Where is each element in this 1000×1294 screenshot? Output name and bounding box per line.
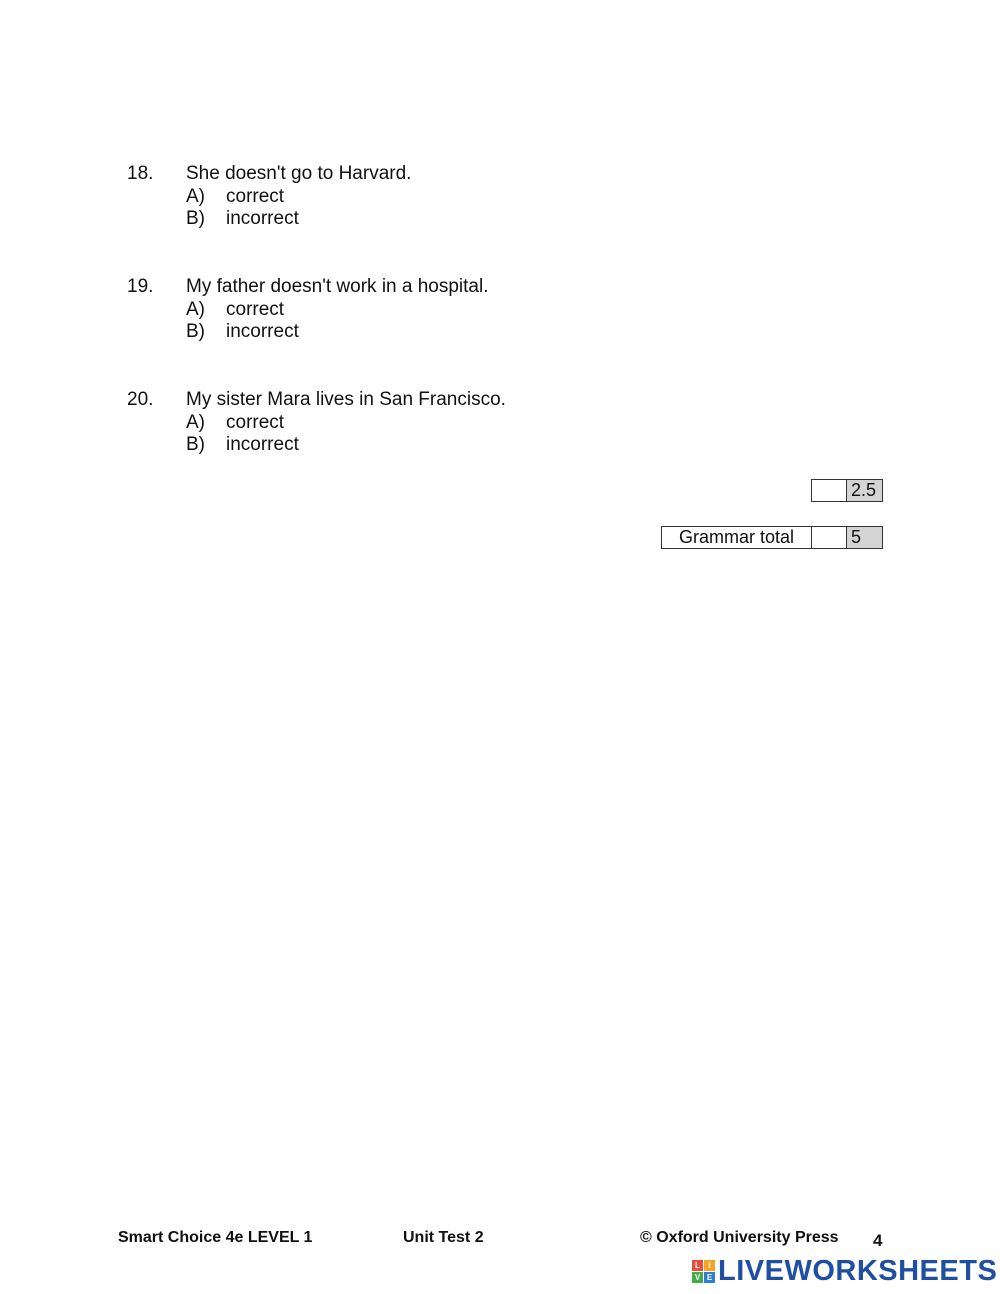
question-text: My sister Mara lives in San Francisco. <box>186 389 506 410</box>
grammar-total-box <box>661 526 883 549</box>
footer-test: Unit Test 2 <box>403 1229 484 1246</box>
footer-page-number: 4 <box>873 1231 883 1250</box>
footer-publisher: © Oxford University Press <box>640 1229 839 1246</box>
logo-mark-icon <box>692 1260 715 1283</box>
option-text: correct <box>226 298 285 320</box>
option-letter: B) <box>186 321 205 342</box>
logo-mark-letter: L <box>692 1260 703 1271</box>
section-score-box <box>811 479 883 502</box>
option-text: incorrect <box>226 434 299 455</box>
grammar-total-label: Grammar total <box>662 527 812 548</box>
score-input[interactable] <box>812 480 847 501</box>
option-a[interactable] <box>127 299 489 322</box>
grammar-total-max: 5 <box>847 527 882 548</box>
logo-mark-letter: E <box>704 1272 715 1283</box>
question-text: My father doesn't work in a hospital. <box>186 276 489 297</box>
logo-mark-letter: V <box>692 1272 703 1283</box>
option-text: correct <box>226 411 285 433</box>
question-19 <box>127 276 489 344</box>
option-a[interactable] <box>127 412 506 435</box>
question-number: 18. <box>127 163 154 184</box>
option-a[interactable] <box>127 186 411 209</box>
option-b[interactable] <box>127 434 506 457</box>
score-max: 2.5 <box>847 480 882 501</box>
option-letter: B) <box>186 208 205 229</box>
option-text: incorrect <box>226 208 299 229</box>
question-number: 19. <box>127 276 154 297</box>
logo-mark-letter: I <box>704 1260 715 1271</box>
option-text: incorrect <box>226 321 299 342</box>
option-text: correct <box>226 185 285 207</box>
option-letter: A) <box>186 298 205 320</box>
question-20 <box>127 389 506 457</box>
footer-book: Smart Choice 4e LEVEL 1 <box>118 1229 313 1246</box>
grammar-total-input[interactable] <box>812 527 847 548</box>
question-18 <box>127 163 411 231</box>
question-text: She doesn't go to Harvard. <box>186 163 412 184</box>
question-number: 20. <box>127 389 154 410</box>
logo-text: LIVEWORKSHEETS <box>718 1255 998 1287</box>
liveworksheets-logo <box>692 1255 997 1288</box>
option-letter: A) <box>186 411 205 433</box>
option-b[interactable] <box>127 321 489 344</box>
option-letter: A) <box>186 185 205 207</box>
option-letter: B) <box>186 434 205 455</box>
option-b[interactable] <box>127 208 411 231</box>
